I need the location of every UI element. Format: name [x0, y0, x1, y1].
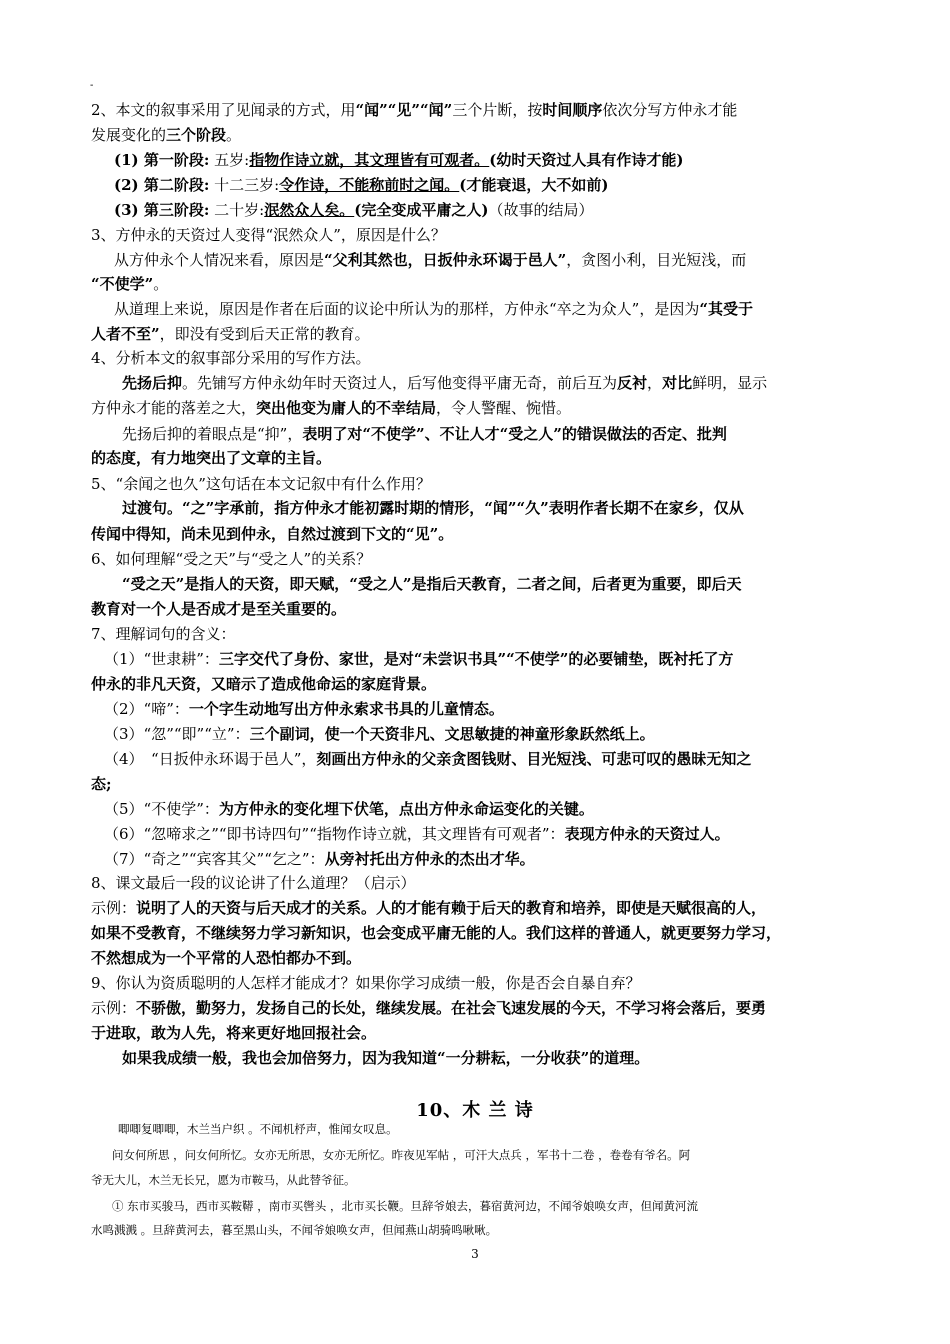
q3-question: 3、方仲永的天资过人变得“泯然众人”，原因是什么？: [91, 226, 446, 244]
poem-line-5: 水鸣溅溅 。旦辞黄河去，暮至黑山头，不闻爷娘唤女声，但闻燕山胡骑鸣啾啾。: [91, 1223, 498, 1237]
section-title: 10、木 兰 诗: [416, 1100, 534, 1121]
q7-item-6: （6）“忽啼求之”“即书诗四句”“指物作诗立就，其文理皆有可观者”：表现方仲永的天资过人。: [104, 825, 730, 843]
q4-answer-3: 先扬后抑的着眼点是“抑”，表明了对“不使学”、不让人才“受之人”的错误做法的否定、批判: [122, 425, 727, 443]
q3-answer-4: 人者不至”，即没有受到后天正常的教育。: [91, 325, 370, 343]
stage-2: (2) 第二阶段: 十二三岁:令作诗，不能称前时之闻。(才能衰退，大不如前): [114, 176, 609, 194]
q9-answer-3: 如果我成绩一般，我也会加倍努力，因为我知道“一分耕耘，一分收获”的道理。: [122, 1049, 650, 1067]
q4-question: 4、分析本文的叙事部分采用的写作方法。: [91, 349, 371, 367]
q7-item-1-cont: 仲永的非凡天资，又暗示了造成他命运的家庭背景。: [91, 675, 437, 693]
poem-line-3: 爷无大儿，木兰无长兄，愿为市鞍马，从此替爷征。: [91, 1173, 356, 1187]
stage-3: (3) 第三阶段: 二十岁:泯然众人矣。(完全变成平庸之人)（故事的结局）: [114, 201, 594, 219]
q4-answer-2: 方仲永才能的落差之大，突出他变为庸人的不幸结局，令人警醒、惋惜。: [91, 399, 572, 417]
q9-question: 9、你认为资质聪明的人怎样才能成才？如果你学习成绩一般，你是否会自暴自弃？: [91, 974, 641, 992]
q4-answer-1: 先扬后抑。先铺写方仲永幼年时天资过人，后写他变得平庸无奇，前后互为反衬，对比鲜明，显示: [122, 374, 768, 392]
q8-question: 8、课文最后一段的议论讲了什么道理？（启示）: [91, 874, 416, 892]
q3-answer-3: 从道理上来说，原因是作者在后面的议论中所认为的那样，方仲永“卒之为众人”，是因为“其受于: [114, 300, 753, 318]
q7-item-4: （4） “日扳仲永环谒于邑人”，刻画出方仲永的父亲贪图钱财、目光短浅、可悲可叹的愚昧无知之: [104, 750, 752, 768]
q2-line-2: 发展变化的三个阶段。: [91, 126, 242, 144]
q7-question: 7、理解词句的含义：: [91, 625, 236, 643]
q8-answer-1: 示例：说明了人的天资与后天成才的关系。人的才能有赖于后天的教育和培养，即使是天赋很高的人，: [91, 899, 767, 917]
q7-item-1: （1）“世隶耕”：三字交代了身份、家世，是对“未尝识书具”“不使学”的必要铺垫，既衬托了方: [104, 650, 734, 668]
q7-item-5: （5）“不使学”：为方仲永的变化埋下伏笔，点出方仲永命运变化的关键。: [104, 800, 594, 818]
stage-1: (1) 第一阶段: 五岁:指物作诗立就，其文理皆有可观者。(幼时天资过人具有作诗才能): [114, 151, 684, 169]
q5-answer-1: 过渡句。“之”字承前，指方仲永才能初露时期的情形，“闻”“久”表明作者长期不在家乡，仅从: [122, 499, 744, 517]
q8-answer-3: 不然想成为一个平常的人恐怕都办不到。: [91, 949, 362, 967]
q4-answer-4: 的态度，有力地突出了文章的主旨。: [91, 449, 332, 467]
poem-line-4: ① 东市买骏马，西市买鞍鞯 ，南市买辔头 ，北市买长鞭。旦辞爷娘去，暮宿黄河边，不闻爷娘唤女声，但闻黄河流: [112, 1199, 698, 1213]
header-marker: -: [90, 80, 94, 91]
q7-item-2: （2）“啼”：一个字生动地写出方仲永索求书具的儿童情态。: [104, 700, 504, 718]
page-number: 3: [471, 1247, 479, 1261]
q5-question: 5、“余闻之也久”这句话在本文记叙中有什么作用？: [91, 475, 431, 493]
q9-answer-2: 于进取，敢为人先，将来更好地回报社会。: [91, 1024, 377, 1042]
q7-item-4-cont: 态;: [91, 775, 112, 793]
q7-item-7: （7）“奇之”“宾客其父”“乞之”：从旁衬托出方仲永的杰出才华。: [104, 850, 535, 868]
q3-answer-2: “不使学”。: [91, 275, 169, 293]
q8-answer-2: 如果不受教育，不继续努力学习新知识，也会变成平庸无能的人。我们这样的普通人，就更要努力学习，: [91, 924, 782, 942]
q6-answer-1: “受之天”是指人的天资，即天赋，“受之人”是指后天教育，二者之间，后者更为重要，即后天: [122, 575, 742, 593]
q2-line-1: 2、本文的叙事采用了见闻录的方式，用“闻”“见”“闻”三个片断，按时间顺序依次分写方仲永才能: [91, 101, 738, 119]
q6-question: 6、如何理解“受之天”与“受之人”的关系？: [91, 550, 372, 568]
poem-line-2: 问女何所思 ，问女何所忆。女亦无所思，女亦无所忆。昨夜见军帖 ，可汗大点兵 ，军书十二卷 ，卷卷有爷名。阿: [112, 1148, 691, 1162]
q9-answer-1: 示例：不骄傲，勤努力，发扬自己的长处，继续发展。在社会飞速发展的今天，不学习将会落后，要勇: [91, 999, 767, 1017]
poem-line-1: 唧唧复唧唧，木兰当户织 。不闻机杼声，惟闻女叹息。: [118, 1122, 398, 1136]
q3-answer-1: 从方仲永个人情况来看，原因是“父利其然也，日扳仲永环谒于邑人”，贪图小利，目光短浅，而: [114, 251, 747, 269]
q5-answer-2: 传闻中得知，尚未见到仲永，自然过渡到下文的“见”。: [91, 525, 454, 543]
q6-answer-2: 教育对一个人是否成才是至关重要的。: [91, 600, 347, 618]
q7-item-3: （3）“忽”“即”“立”：三个副词，使一个天资非凡、文思敏捷的神童形象跃然纸上。: [104, 725, 655, 743]
